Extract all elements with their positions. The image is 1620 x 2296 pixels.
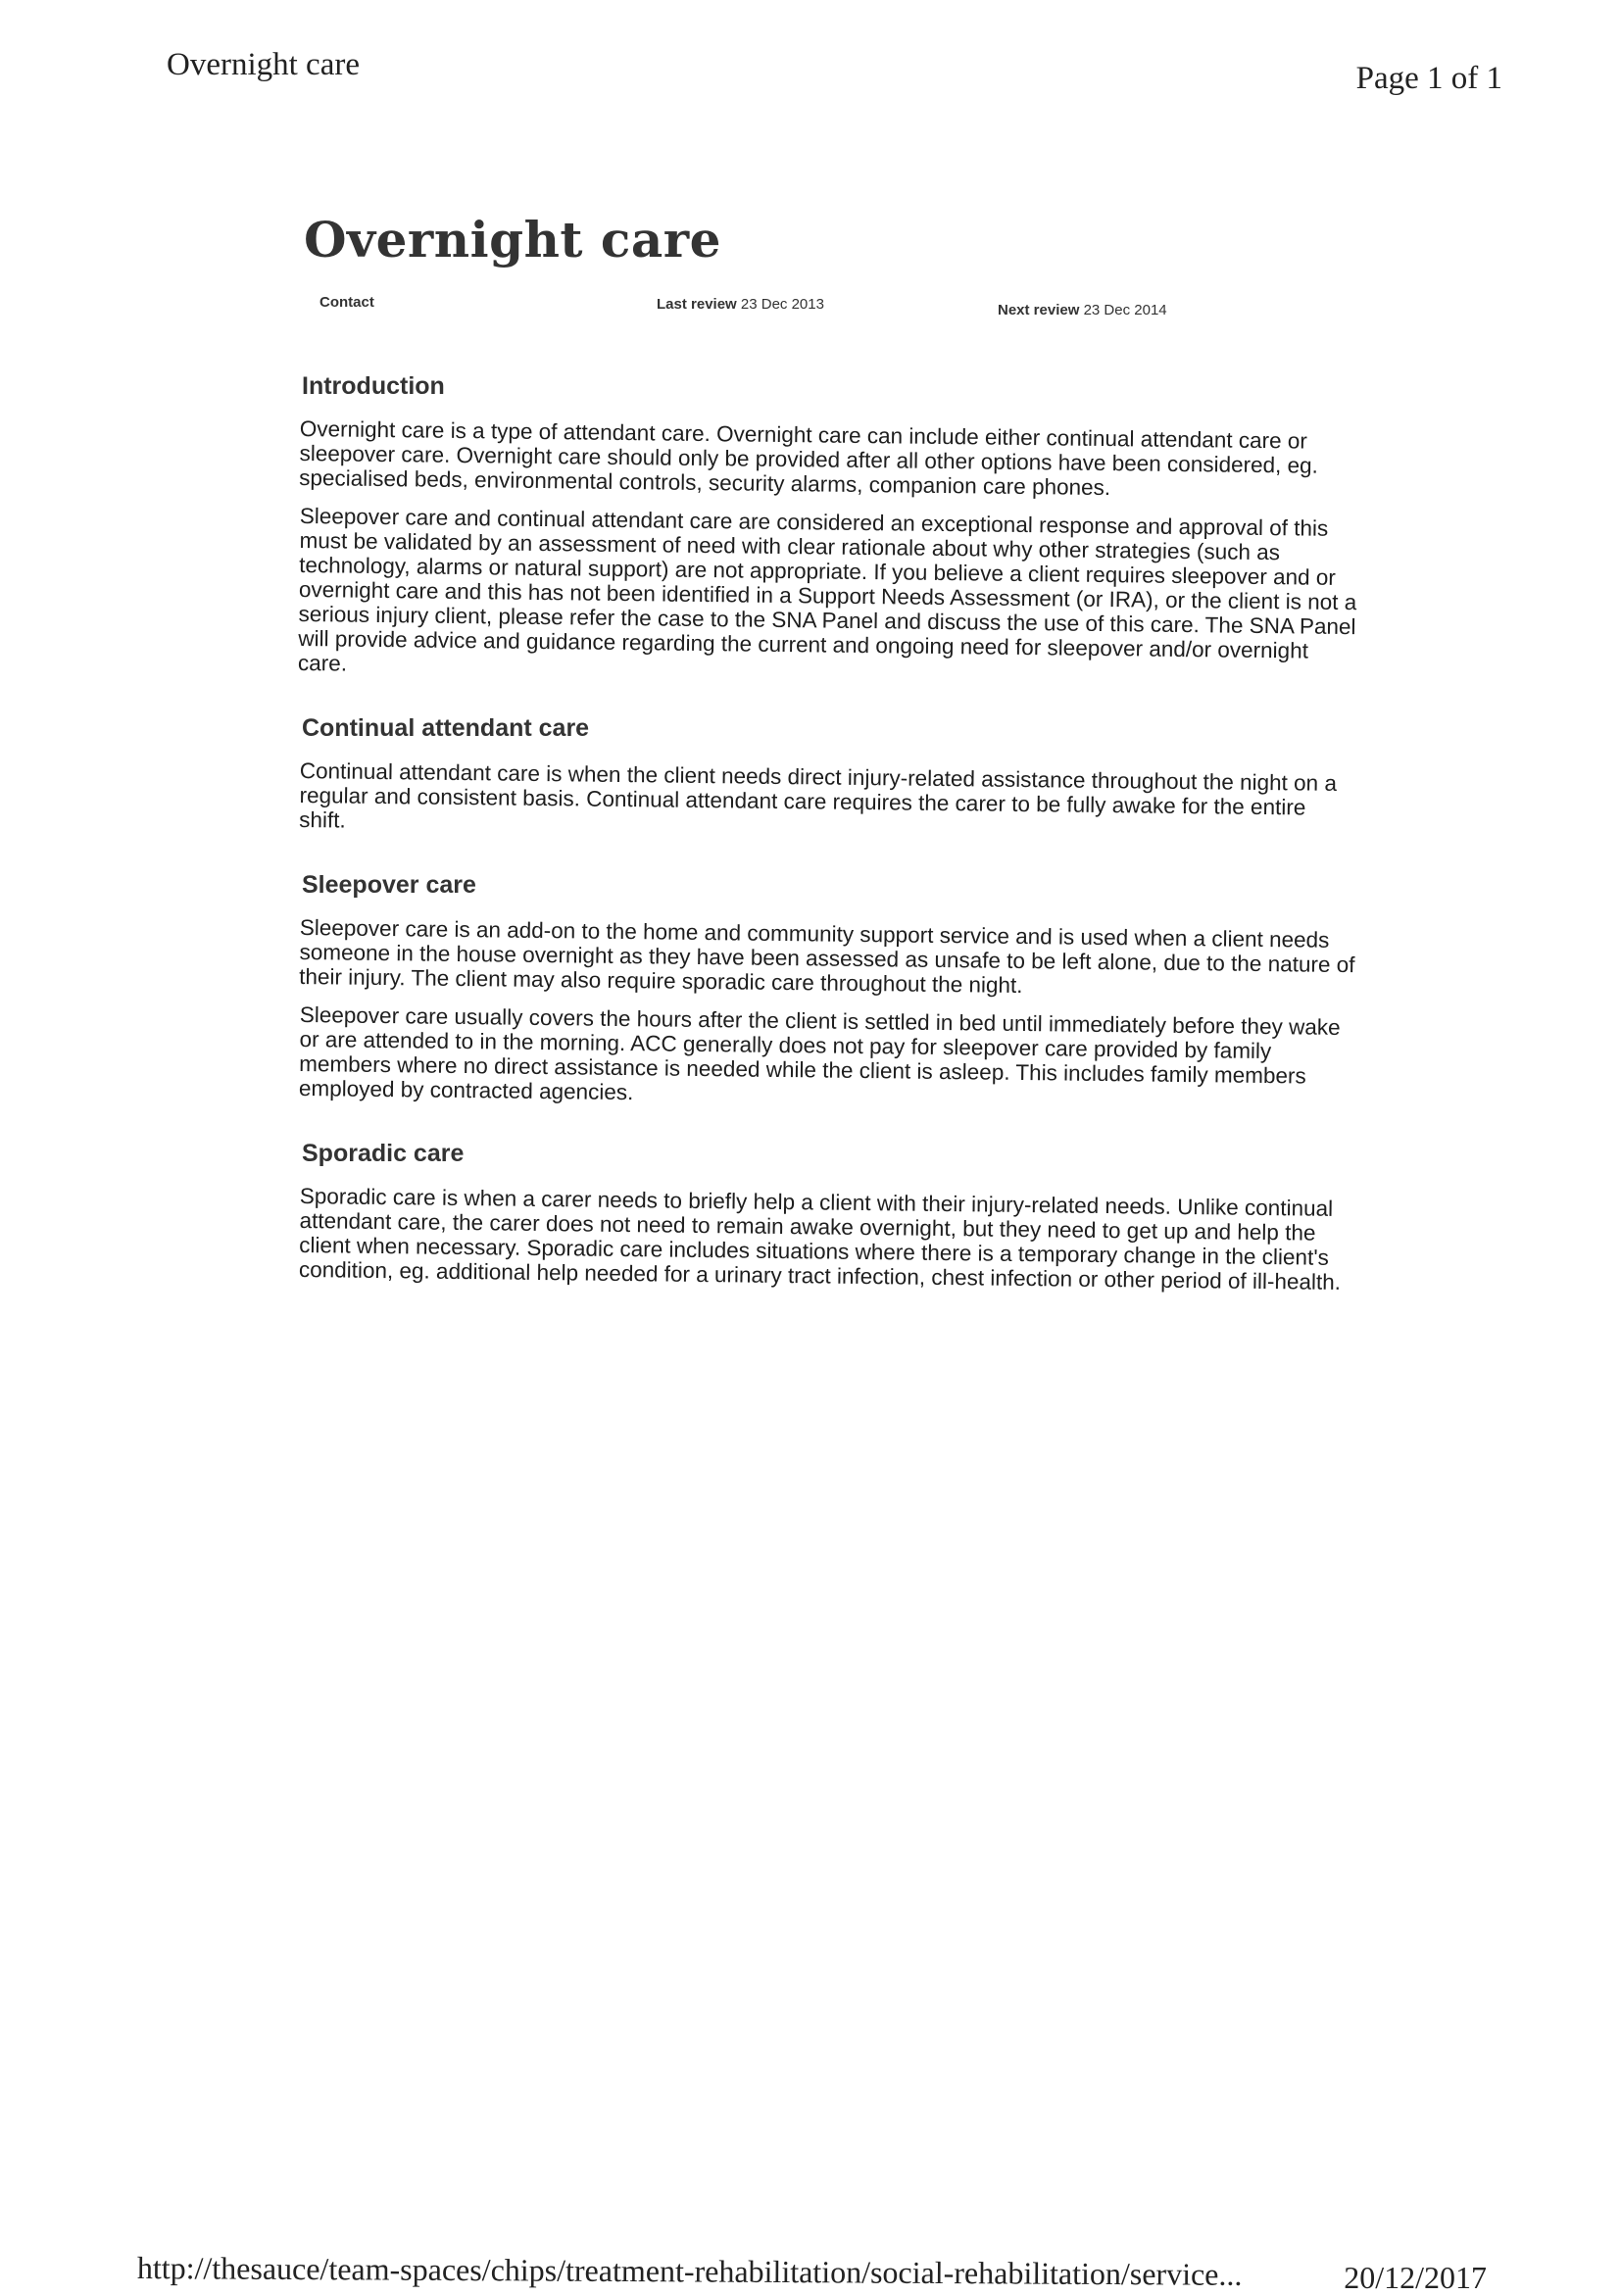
print-footer-date: 20/12/2017 [1344,2260,1487,2295]
next-review-label: Next review [998,302,1080,318]
paragraph: Sporadic care is when a carer needs to briefly help a client with their injury-related needs. Unlike continual attendant care, the carer does not need to remain awake overnight, but they need to get up and help the client when necessary. Sporadic care includes situations where there is a temporary change in the client's condition, eg. additional help needed for a urinary tract infection, chest infection or other period of ill-health. [298,1184,1342,1295]
section-sporadic-care [294,1140,1362,1295]
last-review-date: 23 Dec 2013 [740,296,824,313]
section-heading: Sleepover care [302,871,476,899]
next-review-date: 23 Dec 2014 [1083,302,1167,318]
contact-link[interactable] [319,294,374,311]
section-sleepover-care [294,871,1362,1105]
document-body [294,211,1362,1295]
paragraph: Sleepover care is an add-on to the home and community support service and is used when a client needs someone in the house overnight as they have been assessed as unsafe to be left alone, due to the nature of their injury. The client may also require sporadic care throughout the night. [299,915,1355,999]
print-header-title: Overnight care [167,47,360,82]
page-indicator: Page 1 of 1 [1355,61,1502,96]
last-review [657,296,824,313]
paragraph: Sleepover care and continual attendant care are considered an exceptional response and approval of this must be validated by an assessment of need with clear rationale about why other strategies (such as technology, alarms or natural support) are not appropriate. If you believe a client requires sleepover and or overnight care and this has not been identified in a Support Needs Assessment (or IRA), or the client is not a serious injury client, please refer the case to the SNA Panel and discuss the use of this care. The SNA Panel will provide advice and guidance regarding the current and ongoing need for sleepover and/or overnight care. [297,504,1357,676]
review-meta [294,294,1362,333]
page-title: Overnight care [304,211,721,269]
section-heading: Sporadic care [302,1140,465,1167]
paragraph: Overnight care is a type of attendant care. Overnight care can include either continual attendant care or sleepover care. Overnight care should only be provided after all other options have been considered, eg. specialised beds, environmental controls, security alarms, companion care phones. [299,416,1319,501]
contact-label: Contact [319,294,374,311]
paragraph: Sleepover care usually covers the hours after the client is settled in bed until immediately before they wake or are attended to in the morning. ACC generally does not pay for sleepover care provided by family members where no direct assistance is needed while the client is asleep. This includes family members employed by contracted agencies. [298,1002,1341,1105]
print-footer-url: http://thesauce/team-spaces/chips/treatment-rehabilitation/social-rehabilitation/service... [136,2250,1243,2292]
next-review [998,302,1167,318]
section-introduction [294,372,1362,675]
last-review-label: Last review [657,296,737,313]
paragraph: Continual attendant care is when the client needs direct injury-related assistance throughout the night on a regular and consistent basis. Continual attendant care requires the carer to be fully awake for the entire shift. [299,758,1338,833]
section-heading: Continual attendant care [302,714,590,742]
section-heading: Introduction [302,372,445,400]
section-continual-attendant-care [294,714,1362,832]
